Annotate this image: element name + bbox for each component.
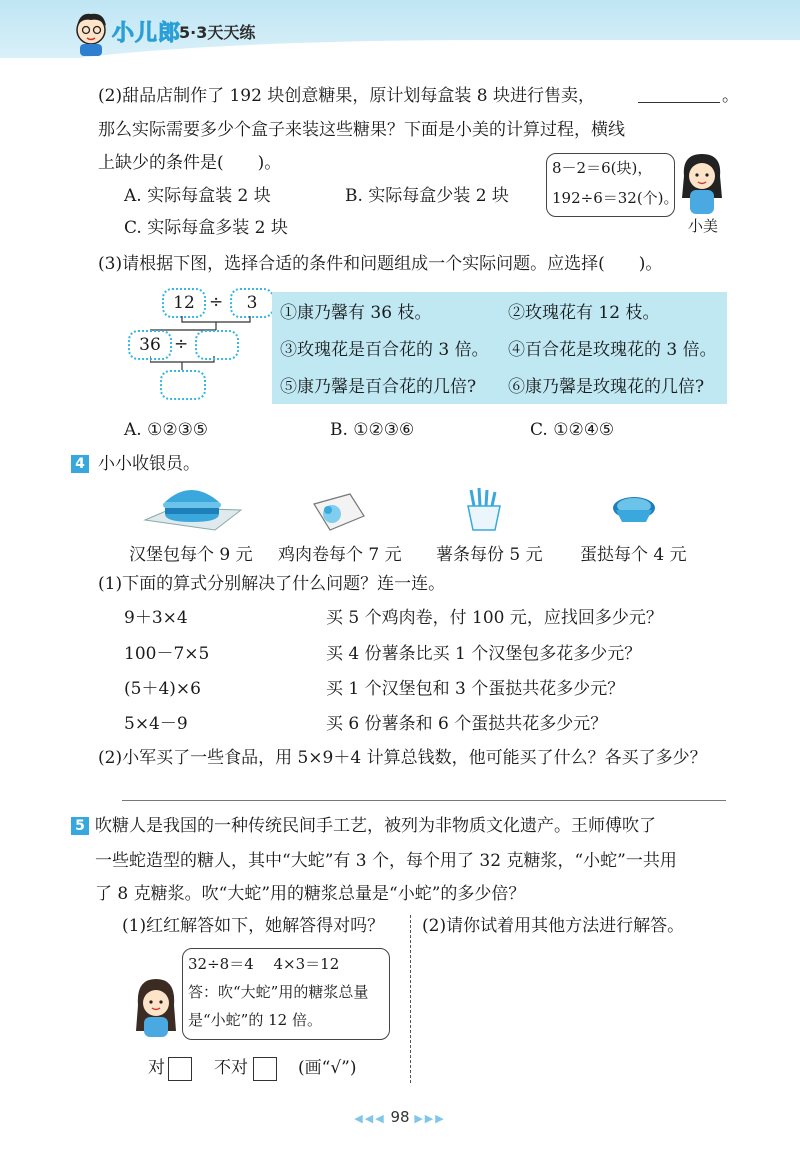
hamburger-icon <box>143 480 243 532</box>
series-name: 5·3天天练 <box>179 23 256 42</box>
bubble-line3: 是“小蛇”的 12 倍。 <box>188 1011 322 1029</box>
q3-option-b: B. ①②③⑥ <box>330 420 415 440</box>
q2-line1: (2)甜品店制作了 192 块创意糖果，原计划每盒装 8 块进行售卖， <box>98 86 595 106</box>
wrong-checkbox[interactable] <box>253 1057 277 1081</box>
girl-name: 小美 <box>688 217 719 235</box>
q3-option-c: C. ①②④⑤ <box>530 420 615 440</box>
page-number: 98 <box>390 1108 410 1126</box>
q5-line2: 一些蛇造型的糖人，其中“大蛇”有 3 个，每个用了 32 克糖浆，“小蛇”一共用 <box>95 851 677 871</box>
right-checkbox[interactable] <box>168 1057 192 1081</box>
chicken-wrap-icon <box>310 490 366 534</box>
question-2: 买 4 份薯条比买 1 个汉堡包多花多少元？ <box>326 644 642 664</box>
food-price-hamburger: 汉堡包每个 9 元 <box>129 545 253 565</box>
mid-divide-sign: ÷ <box>174 334 189 354</box>
mark-hint: (画“√”) <box>298 1058 357 1078</box>
right-arrows-icon: ▶▶▶ <box>414 1112 446 1125</box>
q3-option-a: A. ①②③⑤ <box>124 420 209 440</box>
condition-2: ②玫瑰花有 12 枝。 <box>508 303 660 323</box>
q2-option-b: B. 实际每盒少装 2 块 <box>345 186 509 206</box>
brand-logo-text: 小儿郎 <box>112 21 182 46</box>
left-arrows-icon: ◀◀◀ <box>354 1112 386 1125</box>
condition-6: ⑥康乃馨是玫瑰花的几倍? <box>508 377 705 397</box>
q2-blank-line <box>638 102 720 103</box>
egg-tart-icon <box>610 492 658 528</box>
q4-sub2: (2)小军买了一些食品，用 5×9＋4 计算总钱数，他可能买了什么？各买了多少？ <box>98 748 707 768</box>
girl-honghong-icon <box>132 975 180 1037</box>
condition-4: ④百合花是玫瑰花的 3 倍。 <box>508 340 717 360</box>
mid-right-blank-box <box>195 330 239 360</box>
wrong-label: 不对 <box>214 1058 248 1078</box>
boy-mascot-icon <box>70 8 112 56</box>
condition-3: ③玫瑰花是百合花的 3 倍。 <box>280 340 489 360</box>
q4-number-badge: 4 <box>71 455 89 473</box>
top-right-box: 3 <box>230 288 274 318</box>
bubble-line2: 答：吹“大蛇”用的糖浆总量 <box>188 983 369 1001</box>
q4-title: 小小收银员。 <box>98 454 200 474</box>
expr-4: 5×4－9 <box>124 714 188 734</box>
q2-line3: 上缺少的条件是( )。 <box>98 153 282 173</box>
q2-option-c: C. 实际每盒多装 2 块 <box>124 218 288 238</box>
q5-line3: 了 8 克糖浆。吹“大蛇”用的糖浆总量是“小蛇”的多少倍？ <box>95 884 526 904</box>
result-blank-box <box>160 370 206 400</box>
q5-sub2: (2)请你试着用其他方法进行解答。 <box>422 916 685 936</box>
q2-option-a: A. 实际每盒装 2 块 <box>124 186 271 206</box>
expr-3: (5＋4)×6 <box>124 679 201 699</box>
q5-sub1: (1)红红解答如下，她解答得对吗？ <box>122 916 385 936</box>
q5-line1: 吹糖人是我国的一种传统民间手工艺，被列为非物质文化遗产。王师傅吹了 <box>95 816 656 836</box>
expr-2: 100－7×5 <box>124 644 210 664</box>
food-price-fries: 薯条每份 5 元 <box>436 545 543 565</box>
food-price-chicken-wrap: 鸡肉卷每个 7 元 <box>278 545 402 565</box>
condition-1: ①康乃馨有 36 枝。 <box>280 303 432 323</box>
expr-1: 9＋3×4 <box>124 608 188 628</box>
right-label: 对 <box>148 1058 165 1078</box>
condition-5: ⑤康乃馨是百合花的几倍? <box>280 377 477 397</box>
q3-prompt: (3)请根据下图，选择合适的条件和问题组成一个实际问题。应选择( )。 <box>98 254 663 274</box>
q2-line2: 那么实际需要多少个盒子来装这些糖果？下面是小美的计算过程，横线 <box>98 120 625 140</box>
fries-icon <box>462 486 506 532</box>
mid-left-box: 36 <box>128 330 172 360</box>
page-footer <box>0 1108 800 1126</box>
q5-number-badge: 5 <box>71 817 89 835</box>
girl-xiaomei-icon <box>676 150 728 216</box>
question-4: 买 6 份薯条和 6 个蛋挞共花多少元？ <box>326 714 608 734</box>
top-divide-sign: ÷ <box>209 292 224 312</box>
calc-line1: 8－2＝6(块)， <box>552 159 653 177</box>
question-3: 买 1 个汉堡包和 3 个蛋挞共花多少元？ <box>326 679 625 699</box>
q4-sub1: (1)下面的算式分别解决了什么问题？连一连。 <box>98 574 446 594</box>
food-price-egg-tart: 蛋挞每个 4 元 <box>580 545 687 565</box>
top-left-box: 12 <box>162 288 206 318</box>
bubble-line1: 32÷8＝4 4×3＝12 <box>188 955 340 973</box>
answer-line <box>122 800 726 801</box>
divider-dashed <box>410 915 411 1083</box>
calc-line2: 192÷6＝32(个)。 <box>552 189 679 207</box>
q2-line1-end: 。 <box>722 86 739 106</box>
question-1: 买 5 个鸡肉卷，付 100 元，应找回多少元？ <box>326 608 663 628</box>
